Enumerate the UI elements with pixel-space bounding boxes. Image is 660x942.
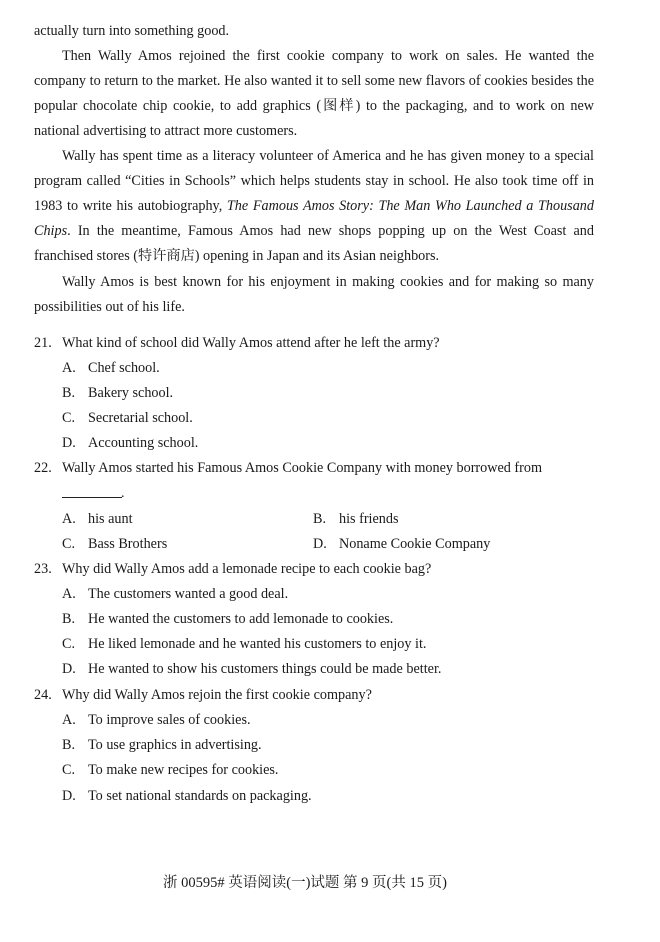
option-label: C. (62, 536, 76, 552)
option-text: Noname Cookie Company (339, 536, 491, 552)
option-22-a (62, 509, 133, 529)
page-footer: 浙 00595# 英语阅读(一)试题 第 9 页(共 15 页) (163, 875, 447, 891)
question-text: Wally Amos started his Famous Amos Cookie Company with money borrowed from (62, 460, 543, 476)
question-text: Why did Wally Amos rejoin the first cookie company? (62, 687, 372, 703)
option-text: Bass Brothers (88, 536, 168, 552)
option-23-d (62, 659, 441, 679)
question-23 (34, 559, 594, 579)
option-22-b (313, 509, 399, 529)
option-text: To set national standards on packaging. (88, 788, 312, 804)
passage-paragraph-3 (34, 144, 594, 269)
option-text: He wanted the customers to add lemonade to cookies. (88, 611, 394, 627)
option-text: Accounting school. (88, 435, 199, 451)
question-number: 21. (34, 335, 52, 351)
option-24-c (62, 760, 278, 780)
option-24-a (62, 710, 251, 730)
option-label: D. (62, 788, 76, 804)
option-text: Chef school. (88, 360, 160, 376)
blank-period: . (121, 486, 125, 501)
option-21-c (62, 408, 193, 428)
question-22 (34, 458, 594, 478)
paragraph-3-text-start: Wally has spent time as a literacy volunteer of America and he has given money to a special program called “Cities in Schools” which helps students stay in school. He also took time off in 1983 to write his autobiography, (34, 148, 594, 215)
option-21-a (62, 358, 160, 378)
option-label: B. (62, 385, 76, 401)
option-23-c (62, 634, 426, 654)
option-label: D. (62, 661, 76, 677)
option-label: C. (62, 762, 76, 778)
option-22-c (62, 534, 167, 554)
option-text: To make new recipes for cookies. (88, 762, 279, 778)
option-22-d (313, 534, 490, 554)
option-text: He liked lemonade and he wanted his customers to enjoy it. (88, 636, 427, 652)
option-23-b (62, 609, 393, 629)
option-text: He wanted to show his customers things could be made better. (88, 661, 442, 677)
option-label: A. (62, 511, 76, 527)
question-24 (34, 685, 594, 705)
option-23-a (62, 584, 288, 604)
option-label: A. (62, 712, 76, 728)
book-title: The Famous Amos Story: The Man Who Launched a Thousand Chips (34, 198, 594, 240)
option-label: A. (62, 586, 76, 602)
option-text: The customers wanted a good deal. (88, 586, 289, 602)
option-24-d (62, 786, 312, 806)
passage-fragment: actually turn into something good. (34, 23, 230, 39)
option-label: B. (62, 737, 76, 753)
option-label: C. (62, 410, 76, 426)
option-text: Secretarial school. (88, 410, 193, 426)
option-label: C. (62, 636, 76, 652)
option-text: Bakery school. (88, 385, 174, 401)
option-label: B. (313, 511, 327, 527)
option-text: To improve sales of cookies. (88, 712, 251, 728)
passage-paragraph-4: Wally Amos is best known for his enjoyment in making cookies and for making so many possibilities out of his life. (34, 274, 594, 316)
option-label: A. (62, 360, 76, 376)
answer-blank (62, 497, 122, 498)
question-21 (34, 333, 594, 353)
question-number: 22. (34, 460, 52, 476)
question-number: 23. (34, 561, 52, 577)
paragraph-3-text-end: . In the meantime, Famous Amos had new shops popping up on the West Coast and franchised stores (特许商店) opening in Japan and its Asian neighbors. (34, 223, 594, 265)
option-text: To use graphics in advertising. (88, 737, 262, 753)
question-number: 24. (34, 687, 52, 703)
option-21-d (62, 433, 198, 453)
option-text: his friends (339, 511, 399, 527)
question-text: Why did Wally Amos add a lemonade recipe to each cookie bag? (62, 561, 432, 577)
option-label: D. (313, 536, 327, 552)
option-text: his aunt (88, 511, 133, 527)
option-24-b (62, 735, 262, 755)
option-21-b (62, 383, 173, 403)
question-text: What kind of school did Wally Amos attend after he left the army? (62, 335, 440, 351)
option-label: B. (62, 611, 76, 627)
option-label: D. (62, 435, 76, 451)
passage-paragraph-2: Then Wally Amos rejoined the first cookie company to work on sales. He wanted the company to return to the market. He also wanted it to sell some new flavors of cookies besides the popular chocolate chip cookie, to add graphics (图样) to the packaging, and to work on new national advertising to attract more customers. (34, 48, 594, 140)
